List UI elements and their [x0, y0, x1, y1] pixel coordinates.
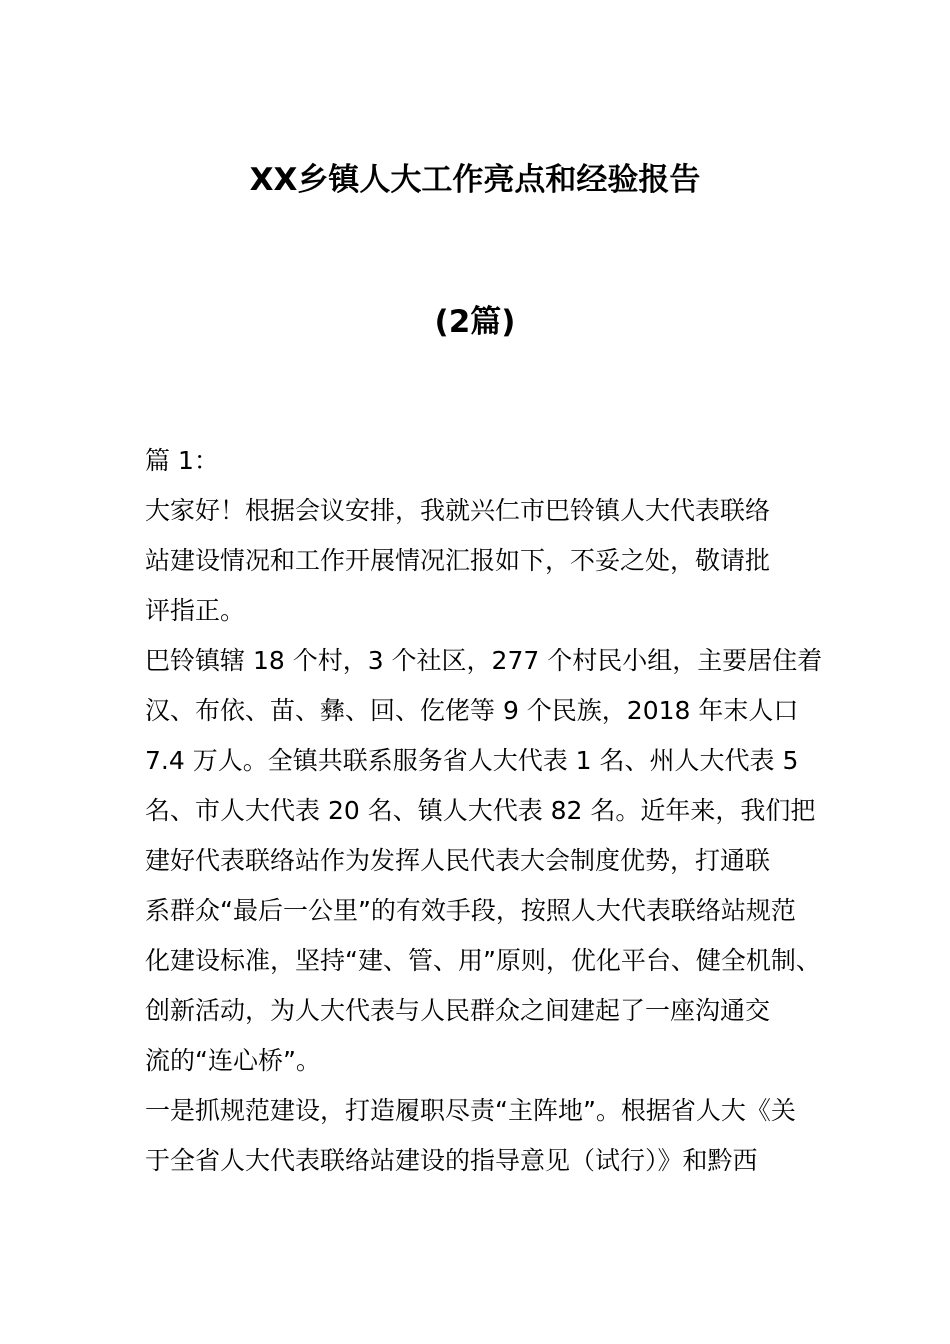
document-subtitle: (2篇) — [434, 304, 516, 340]
document-body — [145, 436, 825, 1186]
body-line: 一是抓规范建设，打造履职尽责“主阵地”。根据省人大《关 — [145, 1096, 796, 1125]
body-line: 站建设情况和工作开展情况汇报如下，不妥之处，敬请批 — [145, 546, 771, 575]
body-line: 化建设标准，坚持“建、管、用”原则，优化平台、健全机制、 — [145, 946, 821, 975]
body-line: 巴铃镇辖 18 个村，3 个社区，277 个村民小组，主要居住着 — [145, 646, 823, 675]
body-line: 系群众“最后一公里”的有效手段，按照人大代表联络站规范 — [145, 896, 796, 925]
body-line: 评指正。 — [145, 596, 246, 625]
body-line: 7.4 万人。全镇共联系服务省人大代表 1 名、州人大代表 5 — [145, 746, 799, 775]
document-title: XX乡镇人大工作亮点和经验报告 — [249, 162, 701, 198]
body-line: 大家好！根据会议安排，我就兴仁市巴铃镇人大代表联络 — [145, 496, 771, 525]
body-line: 建好代表联络站作为发挥人民代表大会制度优势，打通联 — [145, 846, 771, 875]
section-heading: 篇 1： — [145, 446, 219, 475]
body-line: 名、市人大代表 20 名、镇人大代表 82 名。近年来，我们把 — [145, 796, 816, 825]
body-line: 流的“连心桥”。 — [145, 1046, 321, 1075]
body-line: 汉、布依、苗、彝、回、仡佬等 9 个民族，2018 年末人口 — [145, 696, 799, 725]
body-line: 创新活动，为人大代表与人民群众之间建起了一座沟通交 — [145, 996, 771, 1025]
body-line: 于全省人大代表联络站建设的指导意见（试行）》和黔西 — [145, 1146, 758, 1175]
